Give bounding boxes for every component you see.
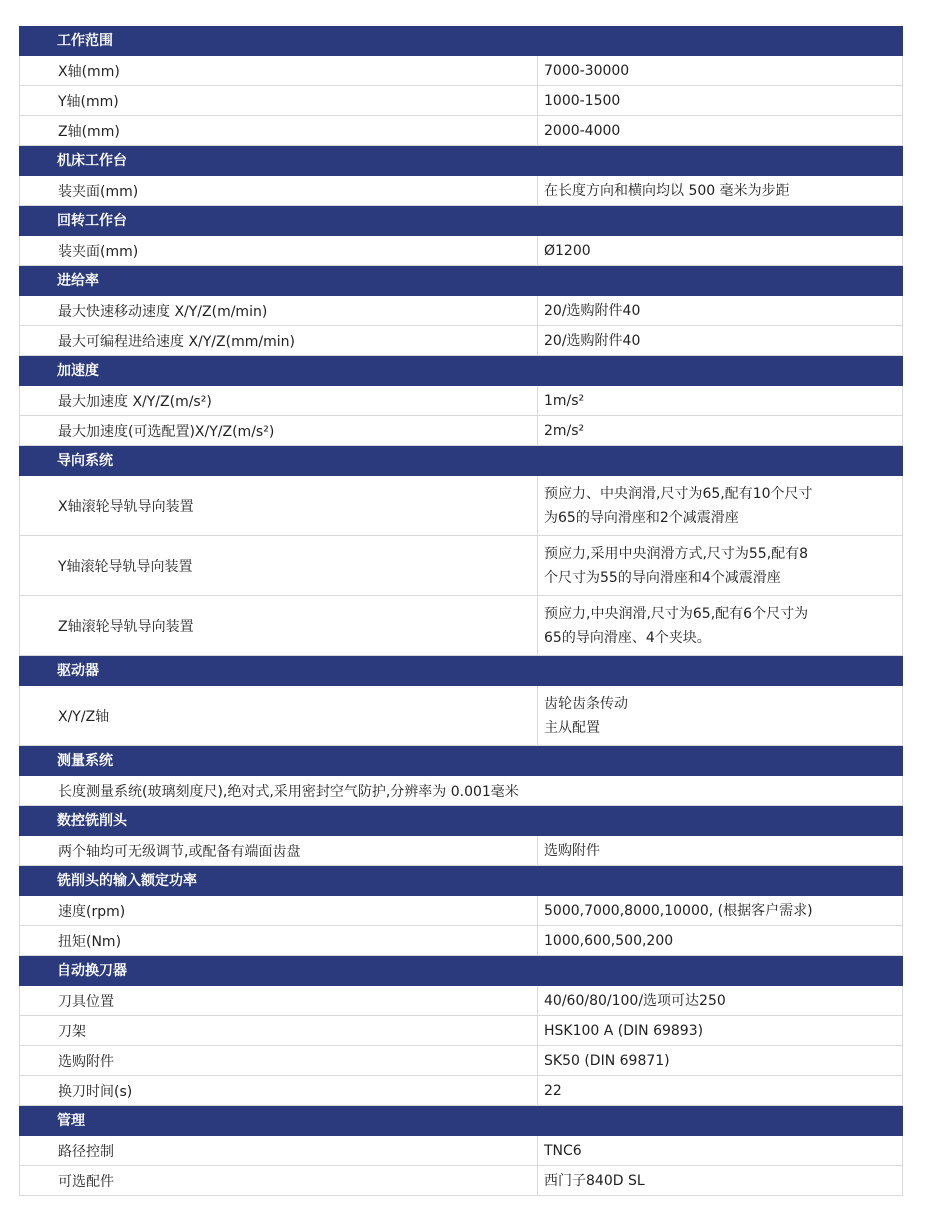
row-label: 长度测量系统(玻璃刻度尺),绝对式,采用密封空气防护,分辨率为 0.001毫米 (58, 783, 519, 800)
row-value (538, 296, 902, 325)
row-value-line: 1000-1500 (544, 92, 621, 109)
row-label: Y轴滚轮导轨导向装置 (20, 536, 538, 595)
table-row (19, 386, 903, 416)
row-label: 可选配件 (20, 1166, 538, 1195)
row-value-line: 40/60/80/100/选项可达250 (544, 992, 726, 1009)
row-value-line: 主从配置 (544, 719, 600, 736)
row-value (538, 1046, 902, 1075)
table-row (19, 536, 903, 596)
table-row (19, 56, 903, 86)
row-value-line: 为65的导向滑座和2个减震滑座 (544, 509, 739, 526)
table-row (19, 1046, 903, 1076)
row-label: 装夹面(mm) (20, 176, 538, 205)
table-row (19, 86, 903, 116)
row-value (538, 86, 902, 115)
row-label: 选购附件 (20, 1046, 538, 1075)
spec-table (19, 26, 903, 1196)
row-label: 路径控制 (20, 1136, 538, 1165)
row-label: 最大加速度(可选配置)X/Y/Z(m/s²) (20, 416, 538, 445)
row-value (538, 896, 902, 925)
row-label: 刀架 (20, 1016, 538, 1045)
row-value-line: 齿轮齿条传动 (544, 695, 628, 712)
row-value-line: SK50 (DIN 69871) (544, 1052, 670, 1069)
row-label: Y轴(mm) (20, 86, 538, 115)
section-header: 工作范围 (19, 26, 903, 56)
table-row (19, 116, 903, 146)
section-header: 机床工作台 (19, 146, 903, 176)
row-value-line: Ø1200 (544, 242, 591, 259)
row-value (538, 1076, 902, 1105)
row-value (538, 56, 902, 85)
row-label: 装夹面(mm) (20, 236, 538, 265)
row-value (538, 536, 902, 595)
row-label: X轴滚轮导轨导向装置 (20, 476, 538, 535)
row-value-line: 选购附件 (544, 842, 600, 859)
row-value (538, 1166, 902, 1195)
row-value (538, 176, 902, 205)
table-row (19, 296, 903, 326)
section-header: 回转工作台 (19, 206, 903, 236)
table-row (19, 476, 903, 536)
section-header: 自动换刀器 (19, 956, 903, 986)
row-value (538, 416, 902, 445)
row-value (538, 1016, 902, 1045)
row-label: Z轴(mm) (20, 116, 538, 145)
section-header: 加速度 (19, 356, 903, 386)
table-row (19, 1076, 903, 1106)
table-row (19, 1136, 903, 1166)
row-value-line: 20/选购附件40 (544, 302, 641, 319)
row-value-line: 65的导向滑座、4个夹块。 (544, 629, 711, 646)
table-row (19, 776, 903, 806)
section-header: 导向系统 (19, 446, 903, 476)
row-value-line: TNC6 (544, 1142, 582, 1159)
row-value-line: 2000-4000 (544, 122, 621, 139)
row-value (538, 476, 902, 535)
row-value-line: 22 (544, 1082, 562, 1099)
row-value (538, 926, 902, 955)
section-header: 进给率 (19, 266, 903, 296)
row-value-line: 预应力,采用中央润滑方式,尺寸为55,配有8 (544, 545, 809, 562)
row-value (538, 326, 902, 355)
table-row (19, 596, 903, 656)
table-row (19, 1016, 903, 1046)
row-value-line: 2m/s² (544, 422, 585, 439)
table-row (19, 926, 903, 956)
row-label: 最大可编程进给速度 X/Y/Z(mm/min) (20, 326, 538, 355)
row-value (538, 1136, 902, 1165)
row-label: 两个轴均可无级调节,或配备有端面齿盘 (20, 836, 538, 865)
table-row (19, 986, 903, 1016)
row-value-line: 1m/s² (544, 392, 585, 409)
row-label: 扭矩(Nm) (20, 926, 538, 955)
section-header: 铣削头的输入额定功率 (19, 866, 903, 896)
row-value (538, 116, 902, 145)
row-value-line: 1000,600,500,200 (544, 932, 674, 949)
row-label: 最大加速度 X/Y/Z(m/s²) (20, 386, 538, 415)
row-value-line: 5000,7000,8000,10000, (根据客户需求) (544, 902, 813, 919)
section-header: 数控铣削头 (19, 806, 903, 836)
row-label: 刀具位置 (20, 986, 538, 1015)
row-value-line: 在长度方向和横向均以 500 毫米为步距 (544, 182, 790, 199)
table-row (19, 896, 903, 926)
table-row (19, 326, 903, 356)
row-label: 速度(rpm) (20, 896, 538, 925)
section-header: 测量系统 (19, 746, 903, 776)
section-header: 驱动器 (19, 656, 903, 686)
table-row (19, 176, 903, 206)
row-value (538, 386, 902, 415)
row-label: 最大快速移动速度 X/Y/Z(m/min) (20, 296, 538, 325)
row-value (538, 986, 902, 1015)
row-value-line: 预应力,中央润滑,尺寸为65,配有6个尺寸为 (544, 605, 809, 622)
row-value-line: HSK100 A (DIN 69893) (544, 1022, 704, 1039)
row-label: 换刀时间(s) (20, 1076, 538, 1105)
row-value (538, 596, 902, 655)
row-value (538, 686, 902, 745)
row-label: X/Y/Z轴 (20, 686, 538, 745)
table-row (19, 416, 903, 446)
row-value-line: 20/选购附件40 (544, 332, 641, 349)
row-value (538, 236, 902, 265)
table-row (19, 836, 903, 866)
row-value-line: 个尺寸为55的导向滑座和4个减震滑座 (544, 569, 781, 586)
row-value-line: 7000-30000 (544, 62, 630, 79)
row-label: Z轴滚轮导轨导向装置 (20, 596, 538, 655)
table-row (19, 686, 903, 746)
table-row (19, 1166, 903, 1196)
row-value (538, 836, 902, 865)
section-header: 管理 (19, 1106, 903, 1136)
row-label: X轴(mm) (20, 56, 538, 85)
row-value-line: 西门子840D SL (544, 1172, 645, 1189)
table-row (19, 236, 903, 266)
row-value-line: 预应力、中央润滑,尺寸为65,配有10个尺寸 (544, 485, 813, 502)
